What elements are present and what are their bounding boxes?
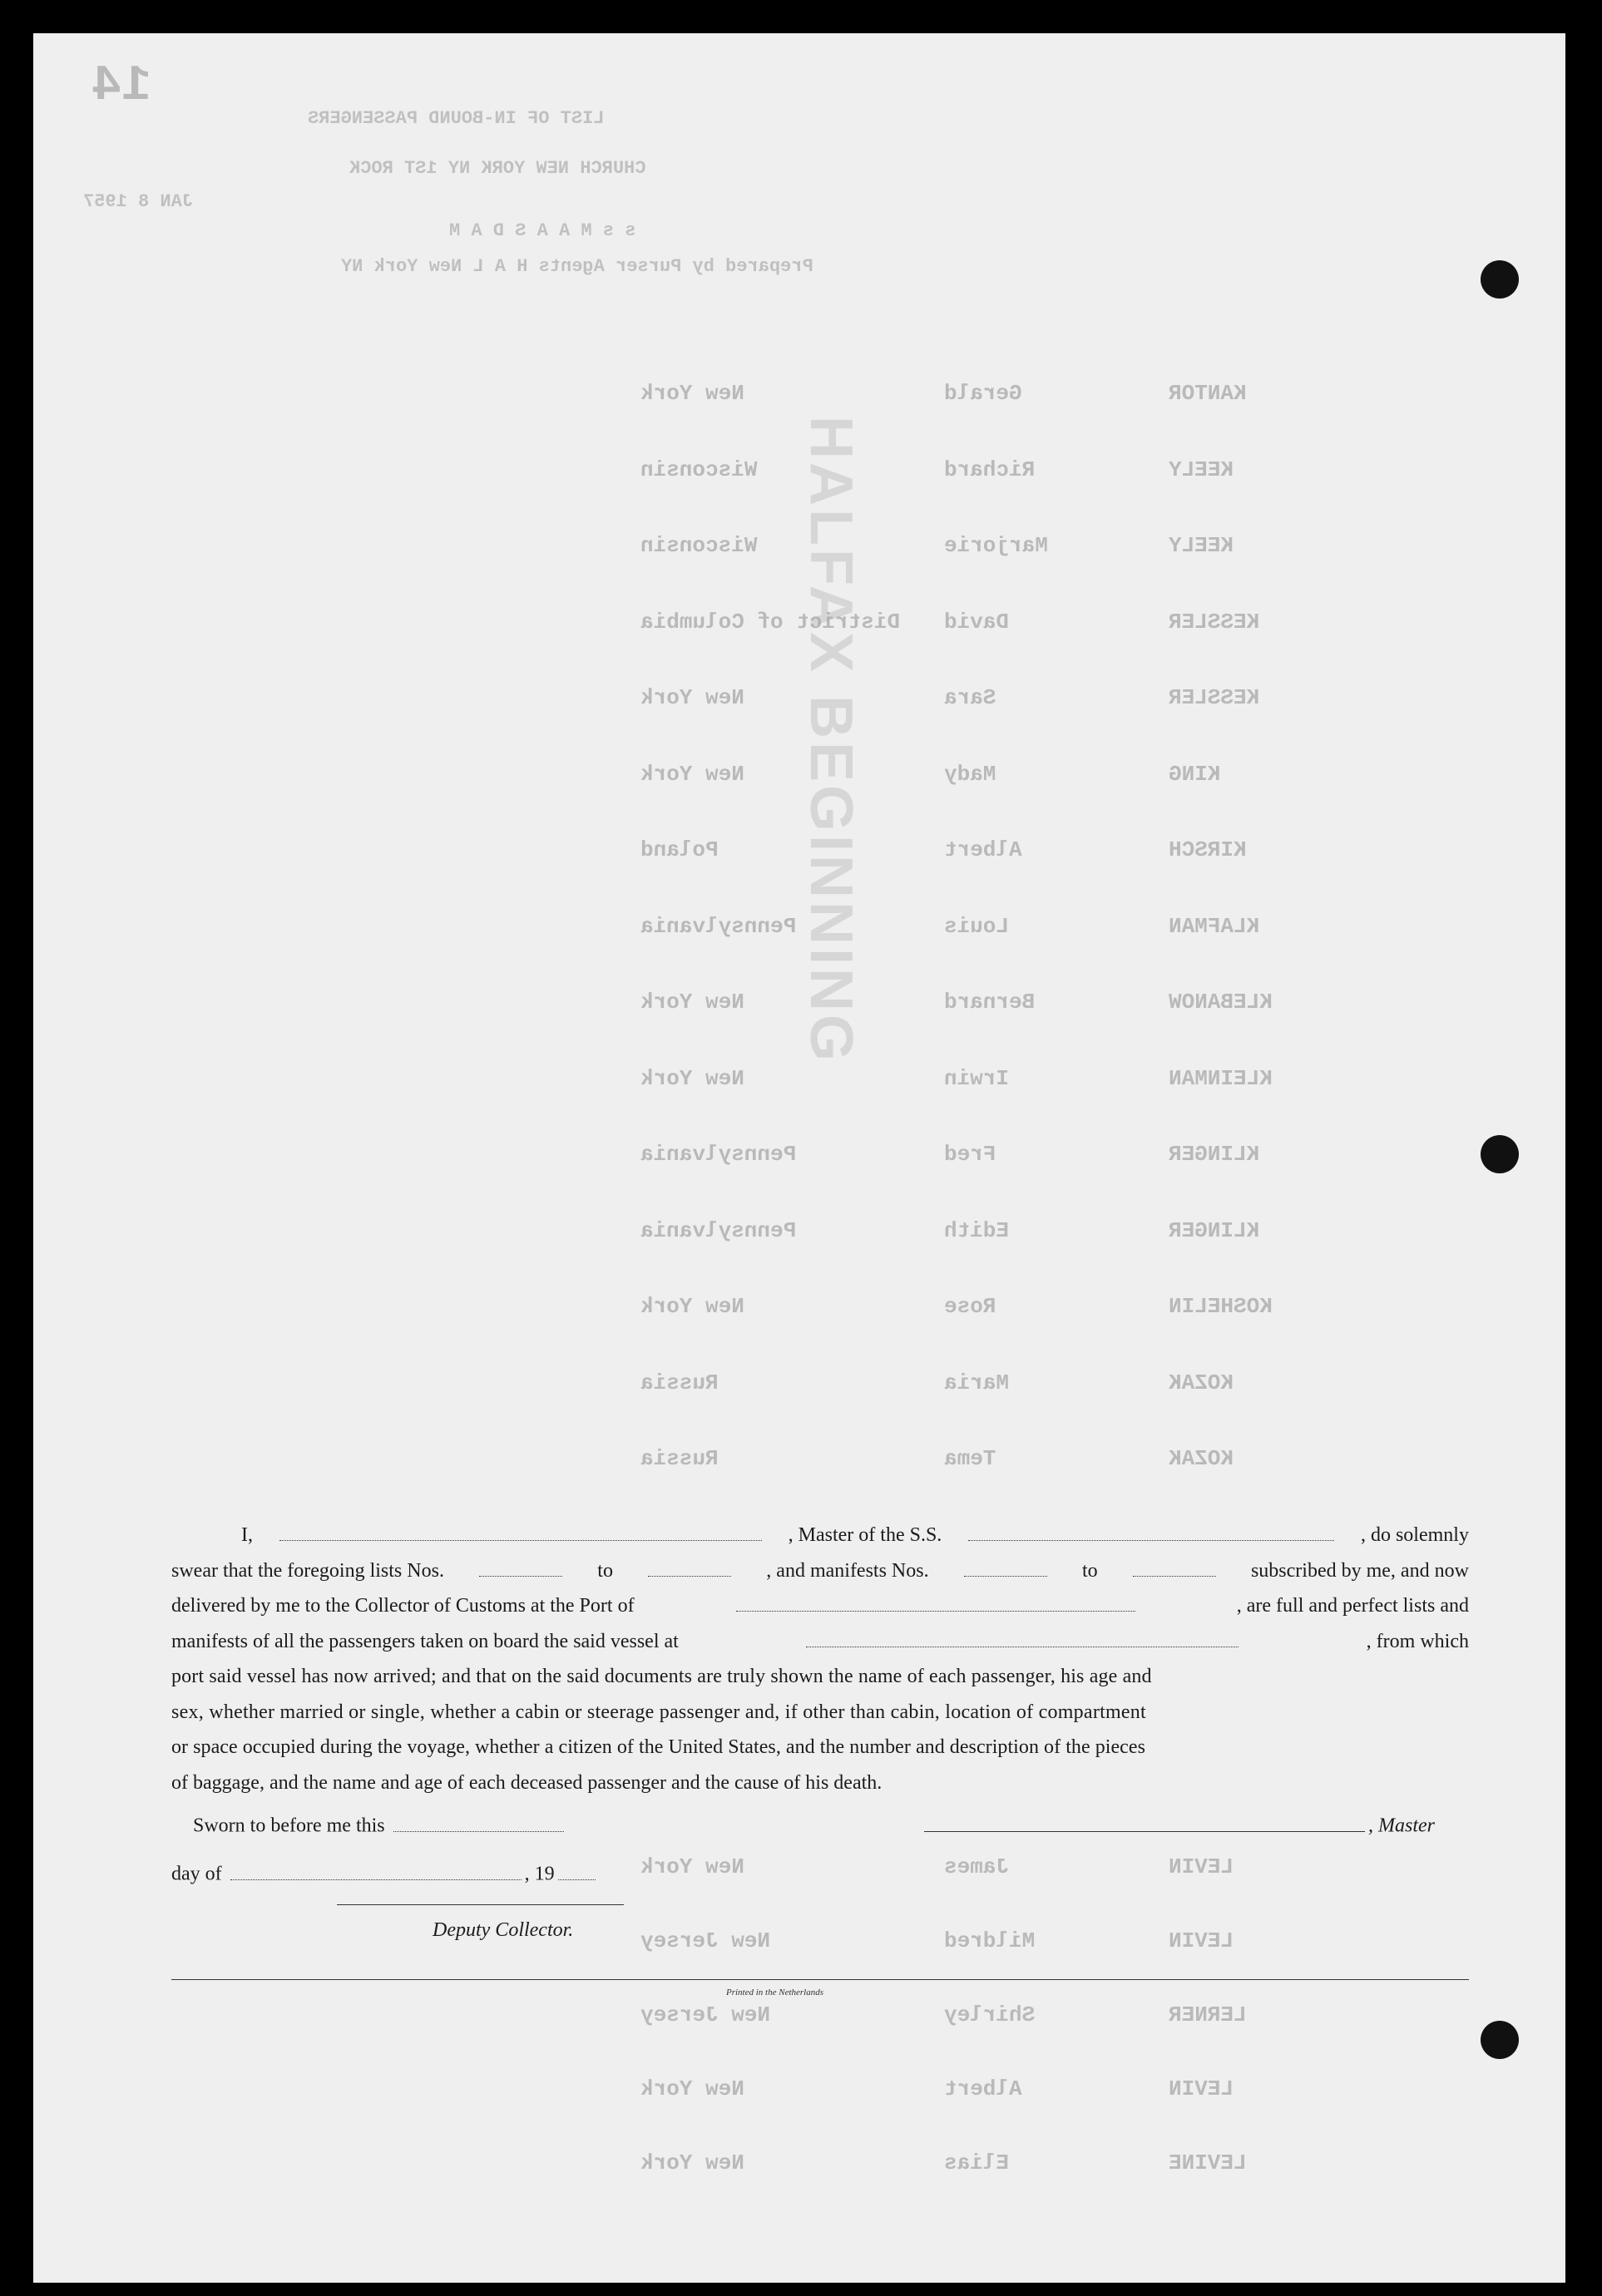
master-signature: , Master [921, 1813, 1435, 1838]
bleed-surname: LEVINE [1169, 2150, 1247, 2175]
bleed-surname: KLINGER [1169, 1142, 1260, 1167]
bleed-place: Poland [640, 837, 719, 862]
deputy-collector-label: Deputy Collector. [433, 1919, 574, 1941]
bleed-given: Fred [944, 1142, 996, 1167]
bleed-given: Gerald [944, 381, 1022, 406]
bleed-corner-number: 14 [91, 58, 152, 115]
bleed-date: JAN 8 1957 [83, 191, 194, 212]
bleed-surname: KOZAK [1169, 1446, 1234, 1471]
punch-hole-middle [1481, 1135, 1519, 1173]
bleed-surname: KLINGER [1169, 1217, 1260, 1243]
list-no-from-field[interactable] [479, 1558, 562, 1577]
oath-line-8: of baggage, and the name and age of each deceased passenger and the cause of his death. [171, 1771, 883, 1794]
bleed-place: New York [640, 761, 744, 787]
bleed-surname: KLAFMAN [1169, 913, 1260, 939]
oath-line-7: or space occupied during the voyage, whether a citizen of the United States, and the number and description of the pieces [171, 1736, 1145, 1758]
bleed-given: Richard [944, 457, 1036, 482]
bleed-given: Irwin [944, 1065, 1010, 1091]
bleed-line3: Prepared by Purser Agents H A L New York NY [341, 256, 813, 277]
bleed-given: Tema [944, 1446, 996, 1471]
deputy-signature-line[interactable] [337, 1904, 624, 1905]
oath-paragraph [171, 1518, 1469, 1800]
bleed-place: New York [640, 990, 744, 1015]
document-page [33, 33, 1565, 2283]
bleed-place: New York [640, 1854, 744, 1879]
bleed-place: New York [640, 2150, 744, 2175]
bleed-place: Pennsylvania [640, 1217, 797, 1243]
port-field[interactable] [736, 1592, 1135, 1612]
oath-line-4: manifests of all the passengers taken on board the said vessel at , from which [171, 1624, 1469, 1660]
punch-hole-top [1481, 260, 1519, 299]
master-signature-field[interactable] [924, 1813, 1365, 1832]
sworn-label: Sworn to before me this [193, 1813, 567, 1838]
bleed-place: New York [640, 381, 744, 406]
bleed-given: Maria [944, 1370, 1010, 1395]
bleed-surname: LEVIN [1169, 2076, 1234, 2101]
bleed-given: Albert [944, 2076, 1022, 2101]
bleed-surname: KLEINMAN [1169, 1065, 1273, 1091]
bleed-place: Wisconsin [640, 533, 758, 558]
bleed-place: New York [640, 1294, 744, 1319]
bleed-place: Russia [640, 1370, 719, 1395]
bleed-place: Pennsylvania [640, 913, 797, 939]
bleed-place: Wisconsin [640, 457, 758, 482]
bleed-given: Albert [944, 837, 1022, 862]
bleed-surname: KANTOR [1169, 381, 1247, 406]
bleed-surname: KEELY [1169, 533, 1234, 558]
manifest-no-from-field[interactable] [964, 1558, 1047, 1577]
oath-line-2: swear that the foregoing lists Nos. to , and manifests Nos. to subscribed by me, and now [171, 1553, 1469, 1589]
bleed-place: District of Columbia [640, 609, 901, 634]
bleed-given: Edith [944, 1217, 1010, 1243]
bleed-place: Russia [640, 1446, 719, 1471]
bleed-given: David [944, 609, 1010, 634]
bleed-place: New York [640, 2076, 744, 2101]
year-field[interactable] [558, 1861, 596, 1880]
bleed-surname: KOSHELIN [1169, 1294, 1273, 1319]
bleed-given: Mildred [944, 1928, 1036, 1953]
bleed-surname: LERNER [1169, 2002, 1247, 2027]
master-name-field[interactable] [279, 1522, 762, 1541]
oath-line-1: I, , Master of the S.S. , do solemnly [171, 1518, 1469, 1553]
bleed-surname: KESSLER [1169, 609, 1260, 634]
bleed-title: LIST OF IN-BOUND PASSENGERS [308, 108, 605, 129]
bleed-surname: KLEBANOW [1169, 990, 1273, 1015]
bleed-given: Mady [944, 761, 996, 787]
bleed-surname: KIRSCH [1169, 837, 1247, 862]
bleed-given: Marjorie [944, 533, 1048, 558]
day-of-label: day of , 19 [171, 1861, 599, 1886]
bleed-given: James [944, 1854, 1010, 1879]
bleed-surname: KESSLER [1169, 685, 1260, 710]
bleed-surname: LEVIN [1169, 1854, 1234, 1879]
day-of-month-field[interactable] [230, 1861, 522, 1880]
bleed-given: Rose [944, 1294, 996, 1319]
oath-line-5: port said vessel has now arrived; and that on the said documents are truly shown the name of each passenger, his age and [171, 1666, 1152, 1687]
bleed-place: New Jersey [640, 1928, 771, 1953]
bleed-vessel: s s M A A S D A M [449, 220, 636, 241]
punch-hole-bottom [1481, 2021, 1519, 2059]
bleed-given: Elias [944, 2150, 1010, 2175]
bleed-given: Sara [944, 685, 996, 710]
departure-port-field[interactable] [806, 1628, 1239, 1647]
bleed-given: Louis [944, 913, 1010, 939]
bleed-surname: KING [1169, 761, 1221, 787]
bleed-place: New York [640, 685, 744, 710]
vessel-name-field[interactable] [968, 1522, 1334, 1541]
list-no-to-field[interactable] [648, 1558, 731, 1577]
oath-line-6: sex, whether married or single, whether a cabin or steerage passenger and, if other than cabin, location of compartment [171, 1701, 1146, 1723]
bleed-given: Bernard [944, 990, 1036, 1015]
bleed-surname: KEELY [1169, 457, 1234, 482]
oath-line-3: delivered by me to the Collector of Customs at the Port of , are full and perfect lists and [171, 1588, 1469, 1624]
bleed-line2: CHURCH NEW YORK NY 1ST ROCK [349, 158, 646, 179]
bleed-place: New York [640, 1065, 744, 1091]
bleed-place: Pennsylvania [640, 1142, 797, 1167]
bottom-rule [171, 1979, 1469, 1980]
bleed-place: New Jersey [640, 2002, 771, 2027]
bleed-given: Shirley [944, 2002, 1036, 2027]
printed-in-netherlands: Printed in the Netherlands [726, 1987, 824, 1997]
bleed-surname: LEVIN [1169, 1928, 1234, 1953]
bleed-surname: KOZAK [1169, 1370, 1234, 1395]
bleed-stamp: HALFAX BEGINNING [798, 416, 864, 1065]
sworn-date-field[interactable] [393, 1813, 564, 1832]
manifest-no-to-field[interactable] [1133, 1558, 1216, 1577]
